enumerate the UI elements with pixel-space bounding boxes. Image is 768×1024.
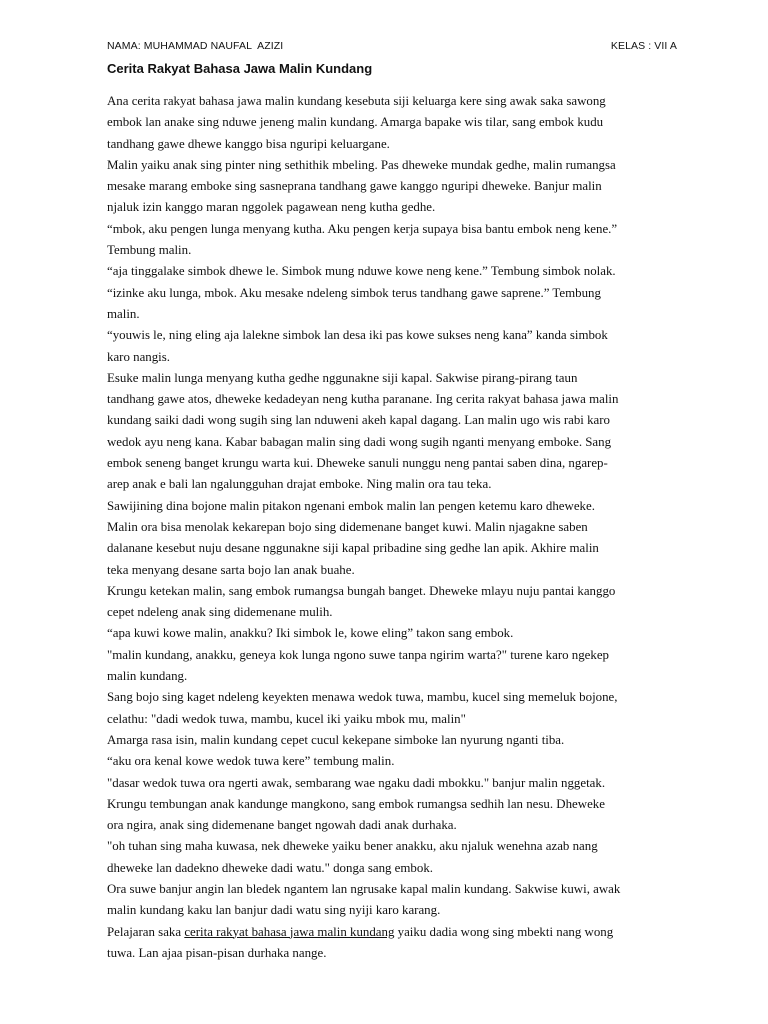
text-line: karo nangis. <box>107 349 171 364</box>
text-line: embok seneng banget krungu warta kui. Dheweke sanuli nunggu neng pantai saben dina, ngarep- <box>107 456 608 471</box>
text-line: ora ngira, anak sing didemenane banget ngowah dadi anak durhaka. <box>107 818 457 833</box>
text-line: cepet ndeleng anak sing didemenane mulih. <box>107 605 333 620</box>
text-line: Ana cerita rakyat bahasa jawa malin kundang kesebuta siji keluarga kere sing awak saka sawong <box>107 94 606 108</box>
text-line: tandhang gawe dhewe kanggo bisa nguripi keluargane. <box>107 136 390 151</box>
document-title: Cerita Rakyat Bahasa Jawa Malin Kundang <box>107 61 373 76</box>
story-paragraph <box>107 219 687 262</box>
closing-paragraph <box>107 922 687 965</box>
text-line: "dasar wedok tuwa ora ngerti awak, sembarang wae ngaku dadi mbokku." banjur malin nggetak. <box>107 775 606 790</box>
story-paragraph <box>107 879 687 922</box>
closing-prefix: Pelajaran saka <box>107 924 185 939</box>
text-line: “mbok, aku pengen lunga menyang kutha. Aku pengen kerja supaya bisa bantu embok neng kene.” <box>107 221 618 236</box>
story-paragraph <box>107 496 687 581</box>
text-line: mesake marang emboke sing sasneprana tandhang gawe kanggo nguripi dheweke. Banjur malin <box>107 179 602 194</box>
text-line: njaluk izin kanggo maran nggolek pagawean neng kutha gedhe. <box>107 200 436 215</box>
text-line: wedok ayu neng kana. Kabar babagan malin sing dadi wong sugih nganti menyang emboke. Sang <box>107 434 612 449</box>
text-line: “aja tinggalake simbok dhewe le. Simbok mung nduwe kowe neng kene.” Tembung simbok nolak. <box>107 264 616 279</box>
text-line: Esuke malin lunga menyang kutha gedhe nggunakne siji kapal. Sakwise pirang-pirang taun <box>107 370 578 385</box>
text-line: “aku ora kenal kowe wedok tuwa kere” tembung malin. <box>107 754 395 769</box>
story-paragraph <box>107 155 687 219</box>
text-line: Ora suwe banjur angin lan bledek ngantem lan ngrusake kapal malin kundang. Sakwise kuwi, awak <box>107 881 621 896</box>
text-line: dheweke lan dadekno dheweke dadi watu." donga sang embok. <box>107 860 433 875</box>
text-line: Krungu tembungan anak kandunge mangkono, sang embok rumangsa sedhih lan nesu. Dheweke <box>107 796 605 811</box>
student-class: KELAS : VII A <box>610 40 677 52</box>
text-line: "oh tuhan sing maha kuwasa, nek dheweke yaiku bener anakku, aku njaluk wenehna azab nang <box>107 839 598 854</box>
text-line: tuwa. Lan ajaa pisan-pisan durhaka nange. <box>107 945 327 960</box>
story-paragraph <box>107 325 687 368</box>
text-line: dalanane kesebut nuju desane nggunakne siji kapal pribadine sing gedhe lan apik. Akhire malin <box>107 541 599 556</box>
story-paragraph <box>107 730 687 751</box>
text-line: tandhang gawe atos, dheweke kedadeyan neng kutha paranane. Ing cerita rakyat bahasa jawa malin <box>107 392 619 407</box>
text-line: Malin yaiku anak sing pinter ning sethithik mbeling. Pas dheweke mundak gedhe, malin rumangsa <box>107 157 616 172</box>
text-line: Sawijining dina bojone malin pitakon ngenani embok malin lan pengen ketemu karo dheweke. <box>107 498 595 513</box>
student-name: NAMA: MUHAMMAD NAUFAL AZIZI <box>107 40 284 52</box>
text-line: arep anak e bali lan ngalungguhan drajat emboke. Ning malin ora tau teka. <box>107 477 492 492</box>
closing-suffix: yaiku dadia wong sing mbekti nang wong <box>394 924 614 939</box>
text-line: Malin ora bisa menolak kekarepan bojo sing didemenane banget kuwi. Malin njagakne saben <box>107 519 588 534</box>
story-title-link[interactable]: cerita rakyat bahasa jawa malin kundang <box>184 924 395 939</box>
text-line: "malin kundang, anakku, geneya kok lunga ngono suwe tanpa ngirim warta?" turene karo ngekep <box>107 647 610 662</box>
story-paragraph <box>107 623 687 644</box>
story-paragraph <box>107 645 687 688</box>
story-body <box>107 91 687 964</box>
text-line: Krungu ketekan malin, sang embok rumangsa bungah banget. Dheweke mlayu nuju pantai kanggo <box>107 583 616 598</box>
story-paragraph <box>107 283 687 326</box>
text-line: “izinke aku lunga, mbok. Aku mesake ndeleng simbok terus tandhang gawe saprene.” Tembung <box>107 285 601 300</box>
text-line: “apa kuwi kowe malin, anakku? Iki simbok le, kowe eling” takon sang embok. <box>107 626 514 641</box>
student-header <box>107 40 677 54</box>
story-paragraph <box>107 794 687 837</box>
story-paragraph <box>107 773 687 794</box>
text-line: malin kundang kaku lan banjur dadi watu sing nyiji karo karang. <box>107 903 441 918</box>
text-line <box>107 922 687 943</box>
story-paragraph <box>107 581 687 624</box>
text-line: Tembung malin. <box>107 243 192 258</box>
text-line: embok lan anake sing nduwe jeneng malin kundang. Amarga bapake wis tilar, sang embok kudu <box>107 115 604 130</box>
text-line: malin kundang. <box>107 669 188 684</box>
text-line: “youwis le, ning eling aja lalekne simbok lan desa iki pas kowe sukses neng kana” kanda simbok <box>107 328 608 343</box>
story-paragraph <box>107 687 687 730</box>
story-paragraph <box>107 91 687 155</box>
story-paragraph <box>107 261 687 282</box>
story-paragraph <box>107 836 687 879</box>
story-paragraph <box>107 751 687 772</box>
text-line: Sang bojo sing kaget ndeleng keyekten menawa wedok tuwa, mambu, kucel sing memeluk bojone, <box>107 690 618 705</box>
story-paragraph <box>107 368 687 496</box>
text-line: Amarga rasa isin, malin kundang cepet cucul kekepane simboke lan nyurung nganti tiba. <box>107 732 565 747</box>
text-line: malin. <box>107 306 140 321</box>
text-line: teka menyang desane sarta bojo lan anak buahe. <box>107 562 355 577</box>
text-line: kundang saiki dadi wong sugih sing lan nduweni akeh kapal dagang. Lan malin ugo wis rabi karo <box>107 413 610 428</box>
text-line: celathu: "dadi wedok tuwa, mambu, kucel iki yaiku mbok mu, malin" <box>107 711 466 726</box>
